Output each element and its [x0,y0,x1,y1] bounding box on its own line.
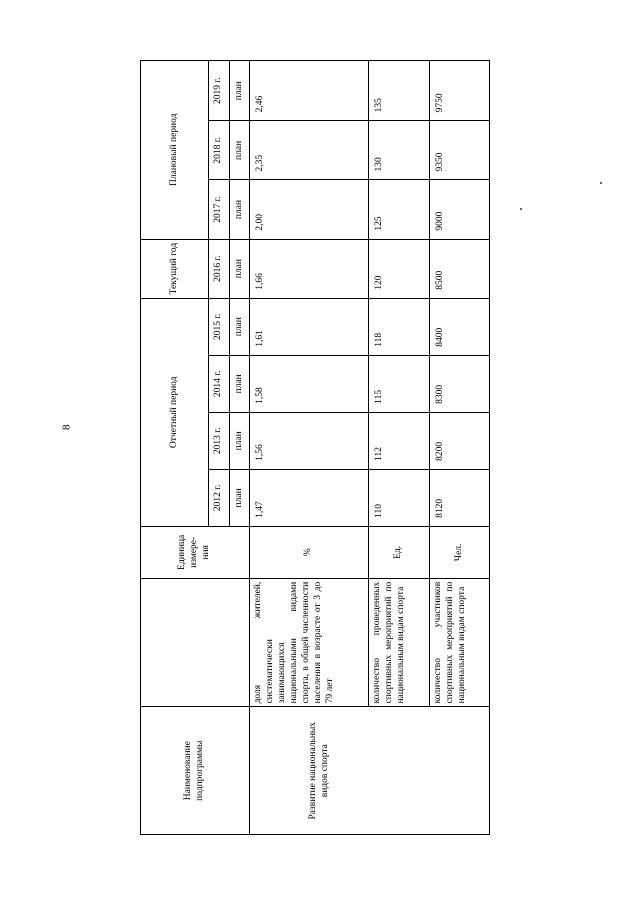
indicators-table [140,60,490,835]
year-header: 2013 г. [209,412,230,469]
value-cell: 118 [369,298,430,355]
value-cell: 125 [369,180,430,239]
value-cell: 1,58 [250,355,369,412]
value-cell: 135 [369,61,430,121]
value-cell: 1,56 [250,412,369,469]
subprogram-name: Развитие национальных видов спорта [250,707,490,835]
year-header: 2015 г. [209,298,230,355]
table-holder [140,60,490,835]
value-cell: 2,35 [250,121,369,180]
header-reporting-period: Отчетный период [141,298,209,526]
speck [520,208,522,210]
unit-value: Ед. [369,526,430,578]
value-cell: 8300 [430,355,490,412]
header-unit: Единица измере-ния [141,526,250,578]
value-cell: 2,46 [250,61,369,121]
header-current-year: Текущий год [141,239,209,298]
year-header: 2012 г. [209,469,230,526]
year-header: 2014 г. [209,355,230,412]
value-cell: 2,00 [250,180,369,239]
plan-label: план [229,412,250,469]
indicator-name: доля жителей, систематически занимающихся национальными видами спорта, в общей численности населения в возрасте от 3 до 79 лет [250,578,369,707]
value-cell: 115 [369,355,430,412]
plan-label: план [229,61,250,121]
page-number: 8 [60,424,73,430]
year-header: 2016 г. [209,239,230,298]
value-cell: 1,61 [250,298,369,355]
header-planning-period: Плановый период [141,61,209,240]
value-cell: 8120 [430,469,490,526]
year-header: 2019 г. [209,61,230,121]
value-cell: 112 [369,412,430,469]
value-cell: 8200 [430,412,490,469]
speck [600,182,602,184]
header-subprogram: Наименование подпрограммы [141,707,250,835]
indicator-name: количество проведенных спортивных мероприятий по национальным видам спорта [369,578,430,707]
year-header: 2017 г. [209,180,230,239]
value-cell: 9000 [430,180,490,239]
plan-label: план [229,355,250,412]
plan-label: план [229,180,250,239]
plan-label: план [229,239,250,298]
indicator-name: количество участников спортивных мероприятий по национальным видам спорта [430,578,490,707]
unit-value: Чел. [430,526,490,578]
value-cell: 9350 [430,121,490,180]
value-cell: 9750 [430,61,490,121]
value-cell: 120 [369,239,430,298]
plan-label: план [229,121,250,180]
value-cell: 130 [369,121,430,180]
unit-value: % [250,526,369,578]
year-header: 2018 г. [209,121,230,180]
table-row [250,61,369,835]
value-cell: 1,47 [250,469,369,526]
header-indicator [141,578,250,707]
value-cell: 8400 [430,298,490,355]
plan-label: план [229,469,250,526]
value-cell: 1,66 [250,239,369,298]
plan-label: план [229,298,250,355]
value-cell: 8500 [430,239,490,298]
value-cell: 110 [369,469,430,526]
